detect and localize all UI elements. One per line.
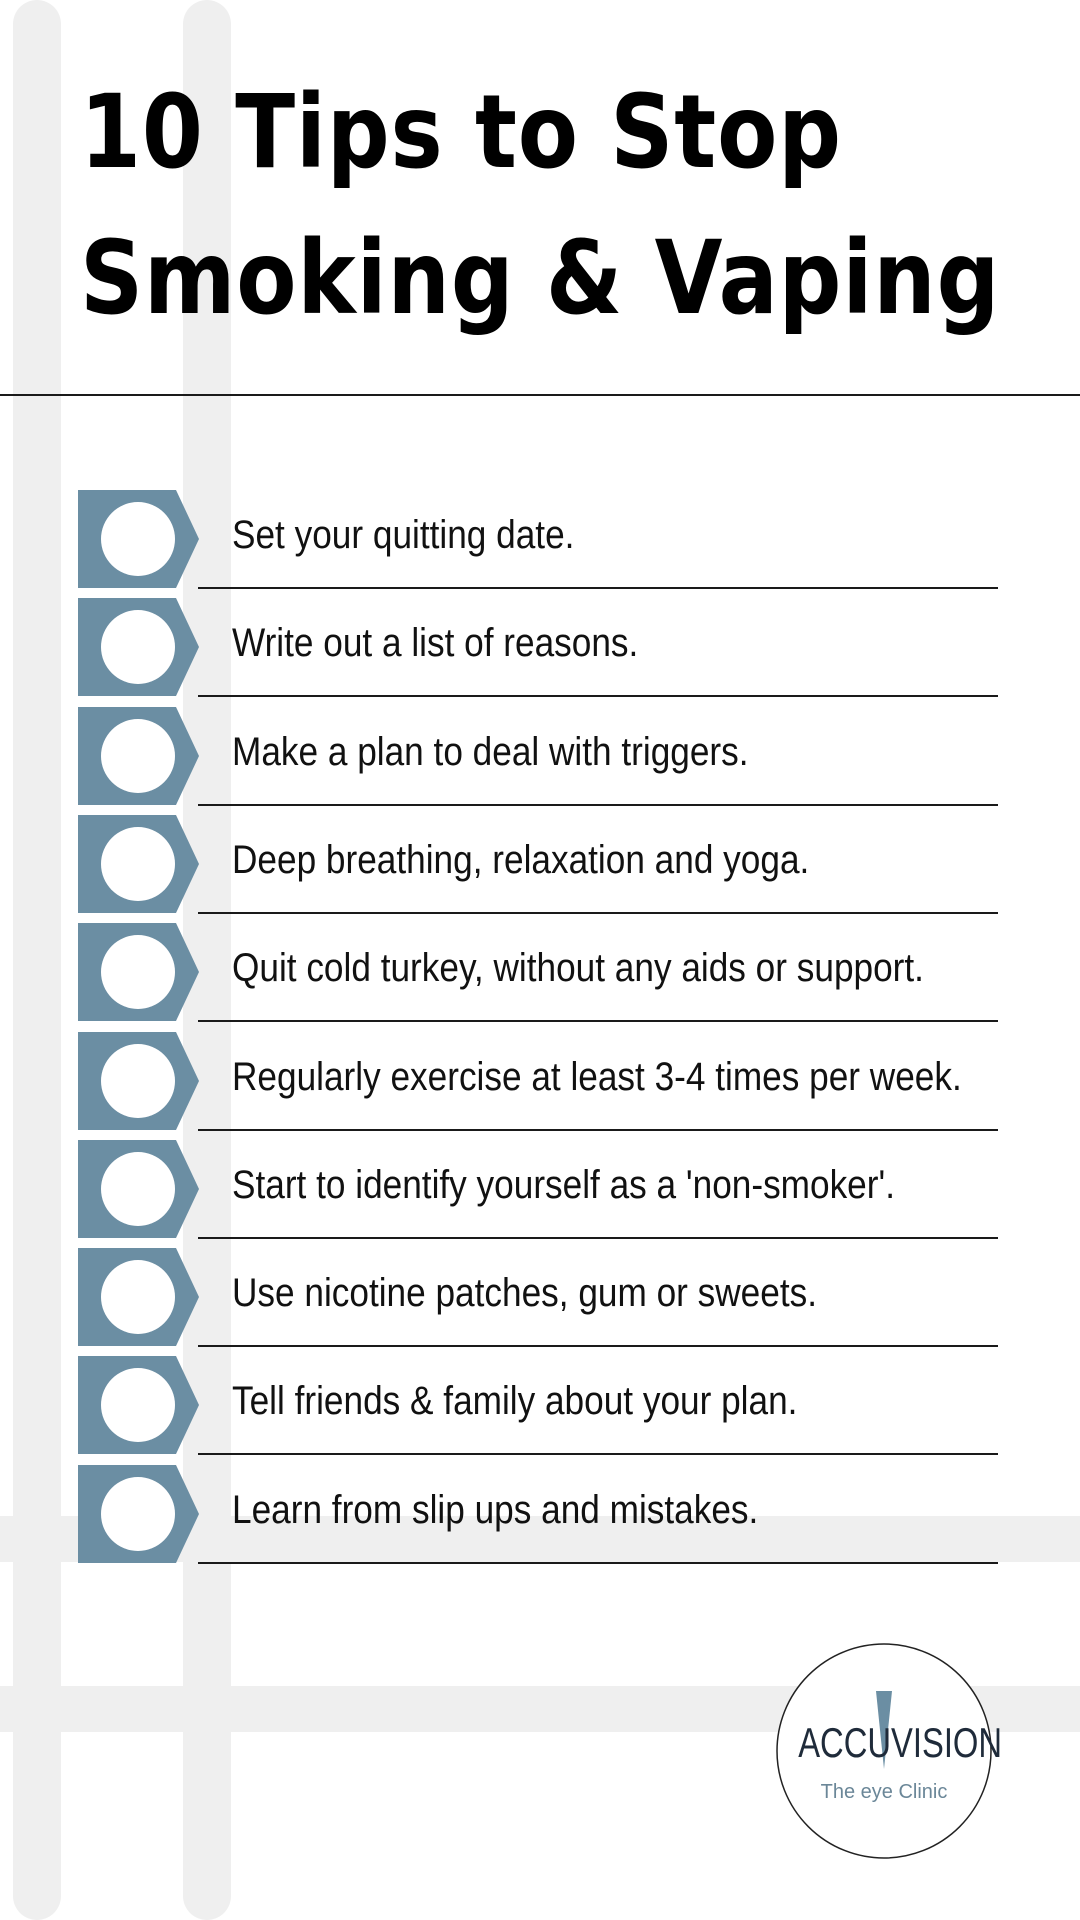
circle-in-chevron-icon <box>78 490 199 588</box>
tip-text: Make a plan to deal with triggers. <box>232 730 749 774</box>
circle-in-chevron-icon <box>78 707 199 805</box>
tip-underline <box>198 1020 998 1022</box>
tip-underline <box>198 1129 998 1131</box>
logo-tagline: The eye Clinic <box>820 1781 948 1803</box>
circle-in-chevron-icon <box>78 1032 199 1130</box>
circle-in-chevron-icon <box>78 1356 199 1454</box>
page-title <box>80 60 1040 352</box>
tip-underline <box>198 1453 998 1455</box>
tip-underline <box>198 912 998 914</box>
tip-item <box>0 598 1080 706</box>
circle-in-chevron-icon <box>78 815 199 913</box>
tip-text: Start to identify yourself as a 'non-smoker'. <box>232 1163 895 1207</box>
tip-text: Learn from slip ups and mistakes. <box>232 1488 759 1532</box>
tip-underline <box>198 695 998 697</box>
tip-underline <box>198 804 998 806</box>
tip-item <box>0 1248 1080 1356</box>
title-divider <box>0 394 1080 396</box>
tip-underline <box>198 587 998 589</box>
tip-text: Regularly exercise at least 3-4 times per week. <box>232 1055 962 1099</box>
tip-item <box>0 1356 1080 1464</box>
tip-underline <box>198 1237 998 1239</box>
circle-in-chevron-icon <box>78 923 199 1021</box>
tip-underline <box>198 1562 998 1564</box>
logo-name: ACCUVISION <box>798 1719 1003 1766</box>
tip-text: Tell friends & family about your plan. <box>232 1379 798 1423</box>
tip-text: Deep breathing, relaxation and yoga. <box>232 838 810 882</box>
tip-item <box>0 490 1080 598</box>
tip-item <box>0 707 1080 815</box>
circle-in-chevron-icon <box>78 1465 199 1563</box>
tip-item <box>0 923 1080 1031</box>
tip-underline <box>198 1345 998 1347</box>
tip-text: Set your quitting date. <box>232 513 575 557</box>
tip-item <box>0 1140 1080 1248</box>
tip-text: Quit cold turkey, without any aids or support. <box>232 946 924 990</box>
tip-text: Write out a list of reasons. <box>232 621 639 665</box>
tip-item <box>0 1032 1080 1140</box>
tip-item <box>0 1465 1080 1573</box>
page-title-line-1: 10 Tips to Stop <box>80 73 842 192</box>
tip-text: Use nicotine patches, gum or sweets. <box>232 1271 817 1315</box>
tip-item <box>0 815 1080 923</box>
circle-in-chevron-icon <box>78 1140 199 1238</box>
page-title-line-2: Smoking & Vaping <box>80 219 1001 338</box>
circle-in-chevron-icon <box>78 598 199 696</box>
accuvision-logo <box>774 1641 1003 1861</box>
circle-in-chevron-icon <box>78 1248 199 1346</box>
